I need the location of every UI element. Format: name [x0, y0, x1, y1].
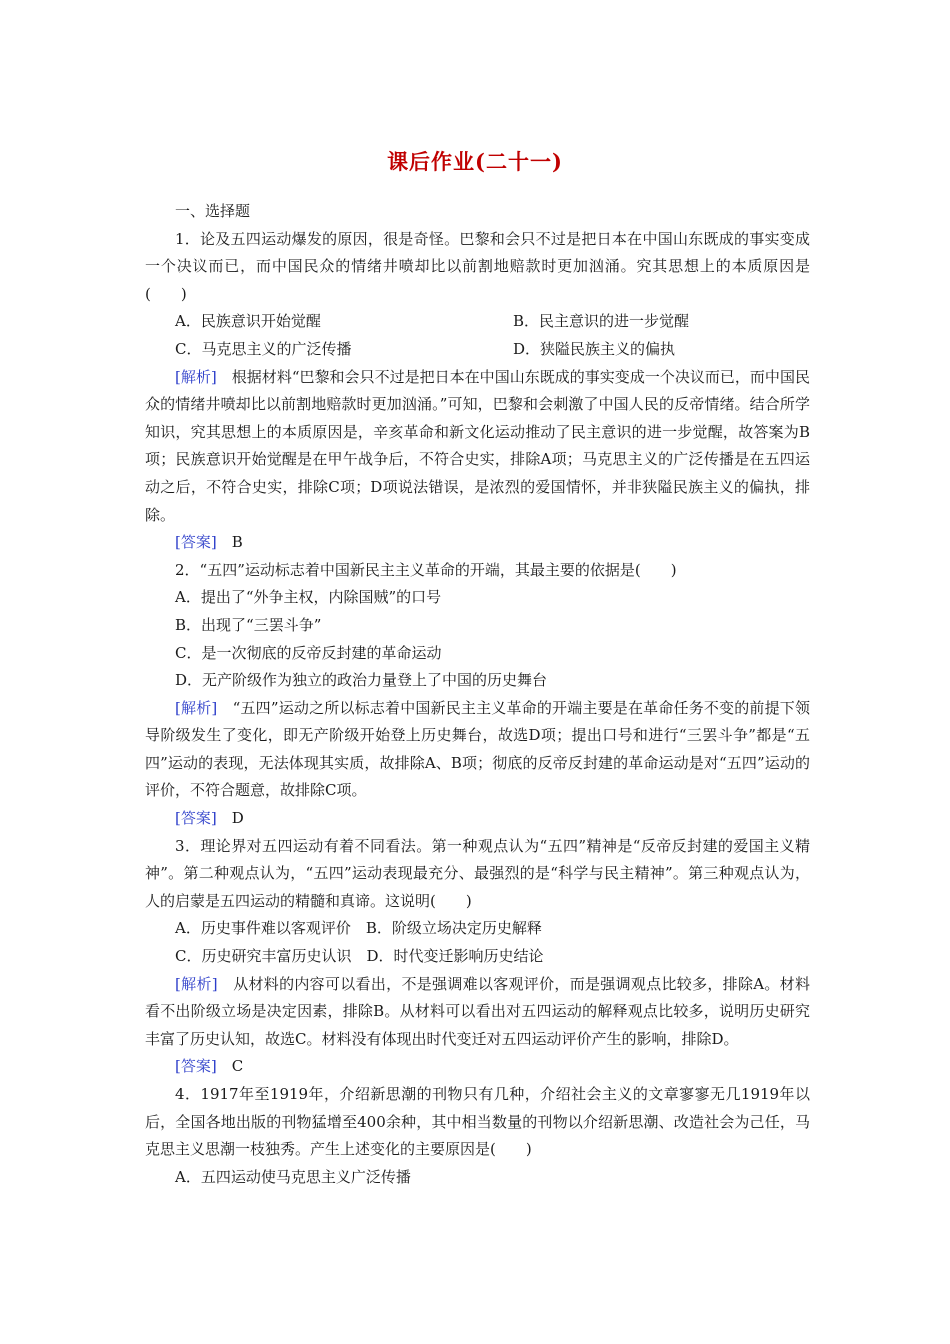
analysis	[145, 364, 810, 530]
analysis-text: 根据材料“巴黎和会只不过是把日本在中国山东既成的事实变成一个决议而已，而中国民众的情绪井喷却比以前割地赔款时更加汹涌。”可知，巴黎和会刺激了中国人民的反帝情绪。结合所学知识，究其思想上的本质原因是，辛亥革命和新文化运动推动了民主意识的进一步觉醒，故答案为B项；民族意识开始觉醒是在甲午战争后，不符合史实，排除A项；马克思主义的广泛传播是在五四运动之后，不符合史实，排除C项；D项说法错误，是浓烈的爱国情怀，并非狭隘民族主义的偏执，排除。	[145, 367, 810, 524]
question-stem: 2．“五四”运动标志着中国新民主主义革命的开端，其最主要的依据是( )	[175, 560, 677, 579]
question-stem: 3．理论界对五四运动有着不同看法。第一种观点认为“五四”精神是“反帝反封建的爱国主义精神”。第二种观点认为，“五四”运动表现最充分、最强烈的是“科学与民主精神”。第三种观点认为，人的启蒙是五四运动的精髓和真谛。这说明( )	[145, 836, 810, 910]
answer-value: C	[231, 1057, 244, 1076]
question-2	[145, 557, 810, 833]
answer-tag: [答案]	[175, 1057, 217, 1076]
question-stem: 4．1917年至1919年，介绍新思潮的刊物只有几种，介绍社会主义的文章寥寥无几1919年以后，全国各地出版的刊物猛增至400余种，其中相当数量的刊物以介绍新思潮、改造社会为己任，马克思主义思潮一枝独秀。产生上述变化的主要原因是( )	[145, 1085, 810, 1159]
answer-tag: [答案]	[175, 533, 217, 552]
option-b: B．出现了“三罢斗争”	[175, 615, 322, 634]
option-line: C．历史研究丰富历史认识 D．时代变迁影响历史结论	[175, 947, 544, 966]
question-1	[145, 226, 810, 557]
analysis-text: “五四”运动之所以标志着中国新民主主义革命的开端主要是在革命任务不变的前提下领导阶级发生了变化，即无产阶级开始登上历史舞台，故选D项；提出口号和进行“三罢斗争”都是“五四”运动的表现，无法体现其实质，故排除A、B项；彻底的反帝反封建的革命运动是对“五四”运动的评价，不符合题意，故排除C项。	[145, 698, 810, 800]
option-d: D．无产阶级作为独立的政治力量登上了中国的历史舞台	[175, 671, 548, 690]
option-c: C．是一次彻底的反帝反封建的革命运动	[175, 643, 442, 662]
page-title: 课后作业(二十一)	[387, 149, 563, 174]
option-row	[145, 336, 810, 364]
question-4	[145, 1081, 810, 1191]
option-a: A．民族意识开始觉醒	[175, 312, 321, 331]
option-row	[145, 308, 810, 336]
answer	[145, 1053, 810, 1081]
answer-tag: [答案]	[175, 809, 217, 828]
question-stem: 1．论及五四运动爆发的原因，很是奇怪。巴黎和会只不过是把日本在中国山东既成的事实变成一个决议而已，而中国民众的情绪井喷却比以前割地赔款时更加汹涌。究其思想上的本质原因是( )	[145, 229, 810, 303]
answer	[145, 529, 810, 557]
analysis-tag: [解析]	[175, 974, 218, 993]
analysis	[145, 971, 810, 1054]
analysis-tag: [解析]	[175, 698, 218, 717]
option-c: C．马克思主义的广泛传播	[175, 339, 352, 358]
answer-value: D	[231, 809, 244, 828]
analysis-text: 从材料的内容可以看出，不是强调难以客观评价，而是强调观点比较多，排除A。材料看不出阶级立场是决定因素，排除B。从材料可以看出对五四运动的解释观点比较多，说明历史研究丰富了历史认知，故选C。材料没有体现出时代变迁对五四运动评价产生的影响，排除D。	[145, 974, 810, 1048]
option-a: A．五四运动使马克思主义广泛传播	[175, 1167, 411, 1186]
analysis	[145, 695, 810, 805]
answer-value: B	[231, 533, 243, 552]
option-d: D．狭隘民族主义的偏执	[513, 339, 676, 358]
section-heading: 一、选择题	[175, 202, 251, 220]
option-line: A．历史事件难以客观评价 B．阶级立场决定历史解释	[175, 919, 542, 938]
document-body	[145, 198, 810, 1191]
option-b: B．民主意识的进一步觉醒	[513, 312, 690, 331]
answer	[145, 805, 810, 833]
option-a: A．提出了“外争主权，内除国贼”的口号	[175, 588, 442, 607]
analysis-tag: [解析]	[175, 367, 217, 386]
question-3	[145, 833, 810, 1081]
